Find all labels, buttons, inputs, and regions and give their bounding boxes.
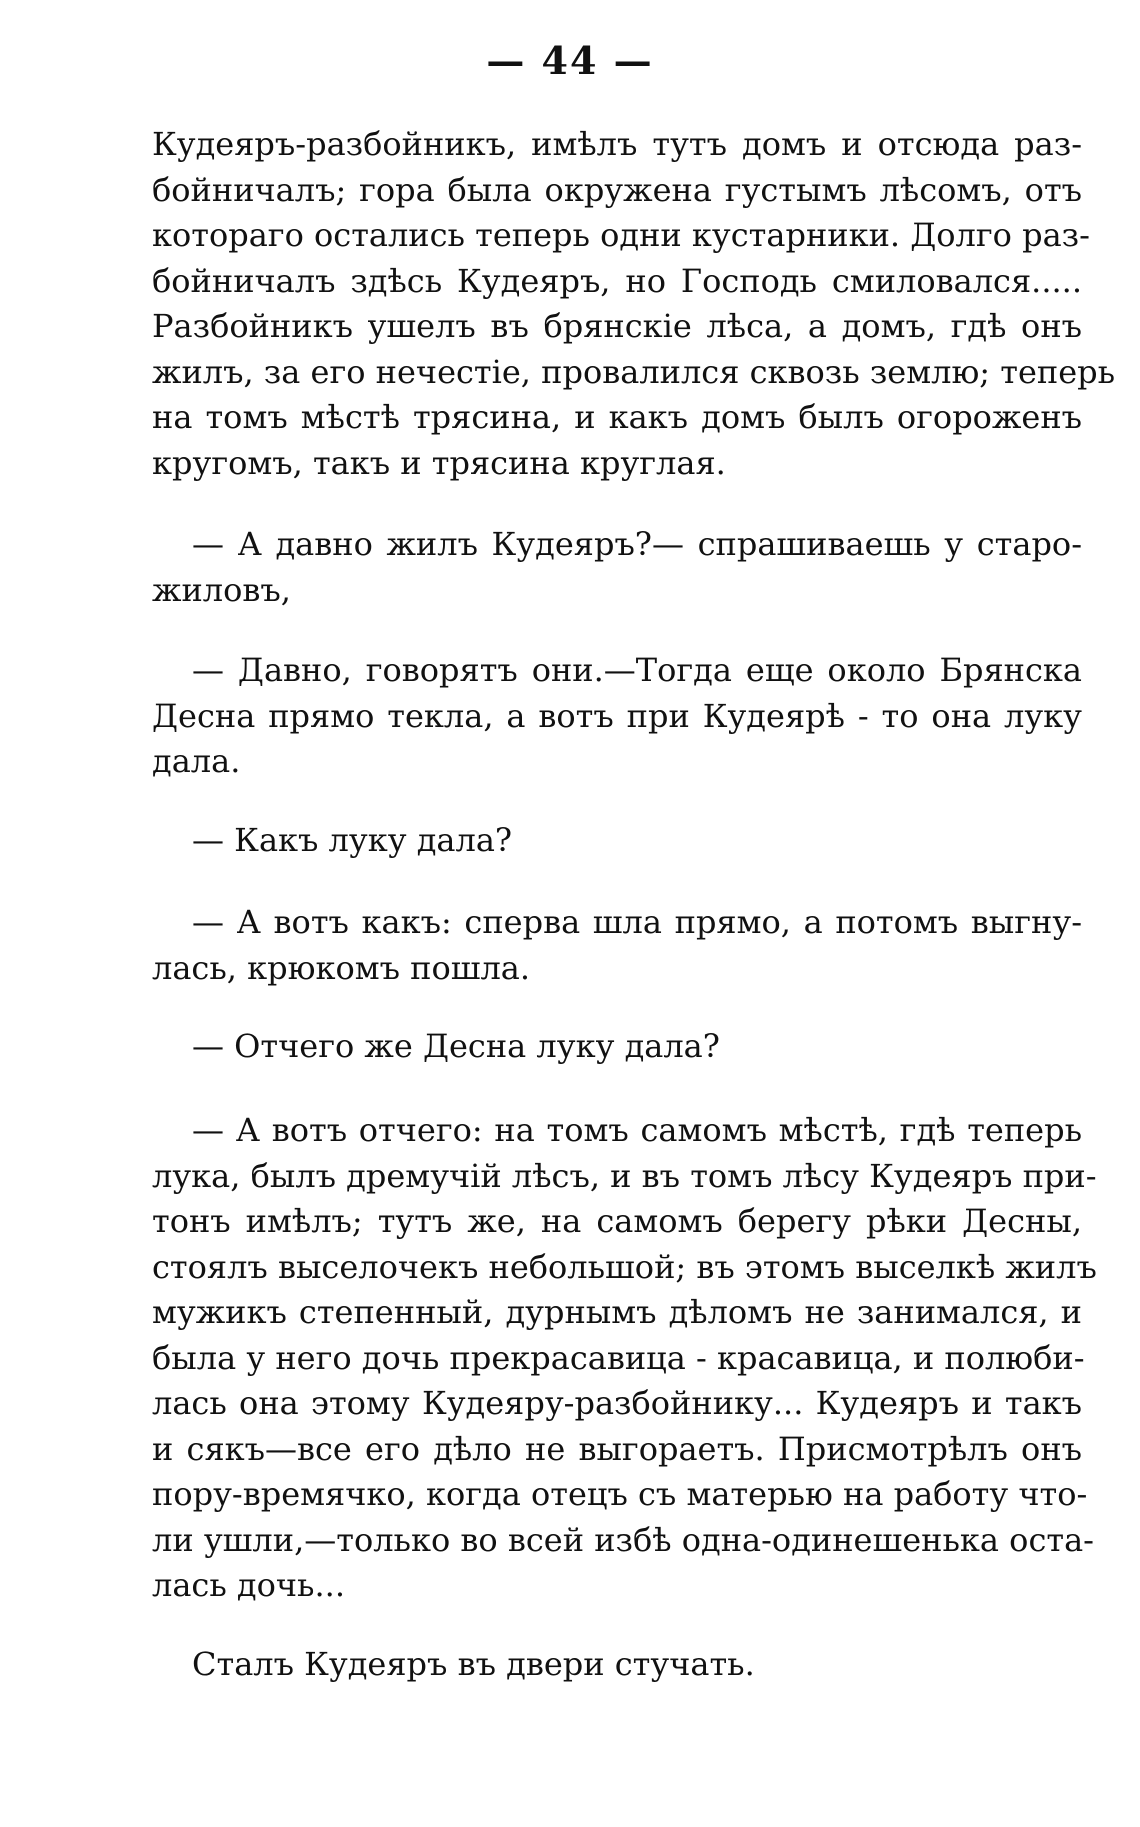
text-line: и сякъ—все его дѣло не выгораетъ. Присмотрѣлъ онъ xyxy=(152,1429,1082,1468)
text-line: жилъ, за его нечестіе, провалился сквозь землю; теперь xyxy=(152,352,1116,391)
text-line: лась дочь... xyxy=(152,1566,345,1604)
text-line: Сталъ Кудеяръ въ двери стучать. xyxy=(192,1645,755,1683)
paragraph xyxy=(152,522,1082,613)
text-line: лука, былъ дремучій лѣсъ, и въ томъ лѣсу Кудеяръ при- xyxy=(152,1156,1097,1195)
text-line: бойничалъ здѣсь Кудеяръ, но Господь смиловался..... xyxy=(152,261,1082,300)
text-line: — Какъ луку дала? xyxy=(192,821,513,859)
paragraph xyxy=(152,1108,1097,1609)
paragraph xyxy=(152,900,1082,991)
text-line: дала. xyxy=(152,742,241,780)
text-line: — Давно, говорятъ они.—Тогда еще около Брянска xyxy=(192,651,1082,689)
text-line: мужикъ степенный, дурнымъ дѣломъ не занимался, и xyxy=(152,1293,1082,1331)
text-line: лась она этому Кудеяру-разбойнику... Кудеяръ и такъ xyxy=(152,1384,1082,1422)
paragraph xyxy=(152,818,1082,864)
text-line: Кудеяръ-разбойникъ, имѣлъ тутъ домъ и отсюда раз- xyxy=(152,125,1082,163)
text-line: ли ушли,—только во всей избѣ одна-одинешенька оста- xyxy=(152,1520,1094,1559)
text-line: на томъ мѣстѣ трясина, и какъ домъ былъ огороженъ xyxy=(152,398,1082,436)
text-line: Десна прямо текла, а вотъ при Кудеярѣ - то она луку xyxy=(152,696,1082,735)
text-line: котораго остались теперь одни кустарники. Долго раз- xyxy=(152,216,1090,254)
text-line: — А давно жилъ Кудеяръ?— спрашиваешь у старо- xyxy=(192,525,1082,563)
paragraph xyxy=(152,122,1116,486)
paragraph xyxy=(152,648,1082,785)
text-line: пору-времячко, когда отецъ съ матерью на работу что- xyxy=(152,1475,1088,1513)
text-line: тонъ имѣлъ; тутъ же, на самомъ берегу рѣки Десны, xyxy=(152,1202,1082,1240)
text-line: стоялъ выселочекъ небольшой; въ этомъ выселкѣ жилъ xyxy=(152,1247,1097,1286)
text-line: — Отчего же Десна луку дала? xyxy=(192,1027,720,1065)
text-line: Разбойникъ ушелъ въ брянскіе лѣса, а домъ, гдѣ онъ xyxy=(152,307,1082,345)
paragraph xyxy=(152,1024,1082,1070)
paragraph xyxy=(152,1642,1082,1688)
text-line: — А вотъ отчего: на томъ самомъ мѣстѣ, гдѣ теперь xyxy=(192,1111,1082,1149)
text-line: была у него дочь прекрасавица - красавица, и полюби- xyxy=(152,1338,1085,1377)
text-line: — А вотъ какъ: сперва шла прямо, а потомъ выгну- xyxy=(192,903,1082,941)
text-line: лась, крюкомъ пошла. xyxy=(152,948,531,987)
text-line: бойничалъ; гора была окружена густымъ лѣсомъ, отъ xyxy=(152,170,1082,209)
page-number: — 44 — xyxy=(486,38,654,83)
text-line: кругомъ, такъ и трясина круглая. xyxy=(152,443,726,482)
text-line: жиловъ, xyxy=(152,570,291,609)
